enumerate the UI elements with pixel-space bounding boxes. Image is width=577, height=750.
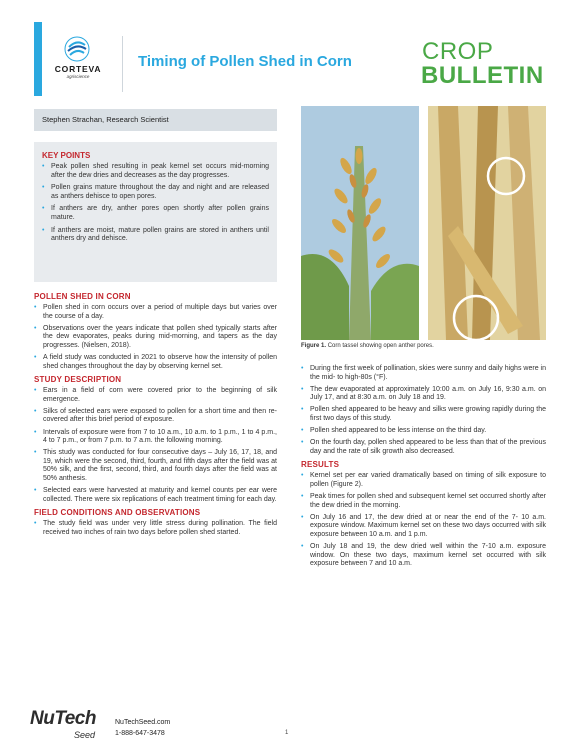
list-item: • Peak times for pollen shed and subsequent kernel set occurred shortly after the dew dried in the morning.	[301, 493, 546, 510]
header-divider	[122, 36, 123, 92]
study-description-list	[34, 387, 277, 504]
field-conditions-list	[34, 520, 277, 537]
list-item: • Observations over the years indicate that pollen shed typically starts after the dew evaporates, peaks during mid-morning, and tapers as the day progresses. (Nielsen, 2018).	[34, 325, 277, 351]
list-item: • Pollen shed appeared to be less intense on the third day.	[301, 427, 546, 436]
observations-list	[301, 365, 546, 456]
header-accent-bar	[34, 22, 42, 96]
list-item: • Ears in a field of corn were covered prior to the beginning of silk emergence.	[34, 387, 277, 404]
key-point-item: • If anthers are moist, mature pollen grains are stored in anthers until anthers dry and dehisce.	[42, 227, 269, 244]
list-item: • During the first week of pollination, skies were sunny and daily highs were in the mid- to high-80s (°F).	[301, 365, 546, 382]
list-item: • Selected ears were harvested at maturity and kernel counts per ear were collected. There were six replications of each treatment timing for each day.	[34, 487, 277, 504]
nutech-logo-word: NuTech	[30, 708, 96, 729]
list-item: • Kernel set per ear varied dramatically based on timing of silk exposure to pollen (Figure 2).	[301, 472, 546, 489]
anther-closeup-illustration	[428, 106, 546, 340]
section-title-field-conditions: FIELD CONDITIONS AND OBSERVATIONS	[34, 508, 201, 518]
list-item: • On July 18 and 19, the dew dried well within the 7-10 a.m. exposure window. On these two days, maximum kernel set occurred with silk exposure between 7 and 10 a.m.	[301, 543, 546, 569]
list-item: • A field study was conducted in 2021 to observe how the intensity of pollen shed changes throughout the day by observing kernel set.	[34, 354, 277, 371]
author-bar	[34, 109, 277, 131]
footer-website[interactable]: NuTechSeed.com	[115, 719, 171, 726]
key-points-box	[34, 142, 277, 282]
list-item: • The dew evaporated at approximately 10:00 a.m. on July 16, 9:30 a.m. on July 17, and at 8:30 a.m. on July 18 and 19.	[301, 386, 546, 403]
page-number: 1	[285, 730, 289, 736]
results-list	[301, 472, 546, 568]
key-point-item: • Pollen grains mature throughout the day and night and are released as anthers dehisce to open pores.	[42, 184, 269, 201]
section-title-study-description: STUDY DESCRIPTION	[34, 375, 122, 385]
corn-tassel-photo	[301, 106, 419, 340]
key-points-list	[42, 163, 269, 244]
key-point-item: • Peak pollen shed resulting in peak kernel set occurs mid-morning after the dew dries and decreases as the day progresses.	[42, 163, 269, 180]
corteva-mark-icon	[64, 36, 90, 62]
list-item: • Pollen shed appeared to be heavy and silks were growing rapidly during the first two days of this study.	[301, 406, 546, 423]
nutech-logo-sub: Seed	[74, 730, 96, 740]
list-item: • This study was conducted for four consecutive days – July 16, 17, 18, and 19, which were the second, third, fourth, and fifth days after the field was at 50% silk, and the first, second, third, and fourth days after the field was at 50% anthesis.	[34, 449, 277, 483]
list-item: • The study field was under very little stress during pollination. The field received two inches of rain two days before pollen shed started.	[34, 520, 277, 537]
corteva-logo-word: CORTEVA	[54, 64, 102, 74]
nutech-seed-logo	[30, 708, 110, 744]
left-column	[34, 292, 277, 541]
pollen-shed-list	[34, 304, 277, 371]
footer-phone: 1-888-647-3478	[115, 730, 165, 737]
key-point-item: • If anthers are dry, anther pores open shortly after pollen grains mature.	[42, 205, 269, 222]
page-title: Timing of Pollen Shed in Corn	[138, 53, 352, 70]
list-item: • Intervals of exposure were from 7 to 10 a.m., 10 a.m. to 1 p.m., 1 to 4 p.m., 4 to 7 p.m., or from 7 p.m. to 7 a.m. the following morning.	[34, 429, 277, 446]
list-item: • Pollen shed in corn occurs over a period of multiple days but varies over the course of a day.	[34, 304, 277, 321]
anther-closeup-photo	[428, 106, 546, 340]
key-points-title: KEY POINTS	[42, 151, 91, 160]
corteva-logo-sub: agriscience	[66, 74, 90, 79]
figure-caption	[301, 343, 434, 349]
corn-tassel-illustration	[301, 106, 419, 340]
right-column	[301, 365, 546, 573]
section-title-pollen-shed: POLLEN SHED IN CORN	[34, 292, 131, 301]
figure-caption-text: Corn tassel showing open anther pores.	[327, 343, 434, 349]
corteva-logo	[50, 36, 106, 92]
crop-wordmark: CROP	[422, 38, 494, 65]
list-item: • On July 16 and 17, the dew dried at or near the end of the 7- 10 a.m. exposure window. Maximum kernel set on these two days occurred with silk exposure between 10 a.m. and 1 p.m.	[301, 514, 546, 540]
list-item: • Silks of selected ears were exposed to pollen for a short time and then re-covered after this brief period of exposure.	[34, 408, 277, 425]
figure-label: Figure 1.	[301, 343, 327, 349]
author-name: Stephen Strachan, Research Scientist	[42, 115, 169, 124]
bulletin-wordmark: BULLETIN	[421, 62, 544, 89]
section-title-results: RESULTS	[301, 460, 340, 470]
list-item: • On the fourth day, pollen shed appeared to be less than that of the previous day and the rate of silk growth also decreased.	[301, 439, 546, 456]
